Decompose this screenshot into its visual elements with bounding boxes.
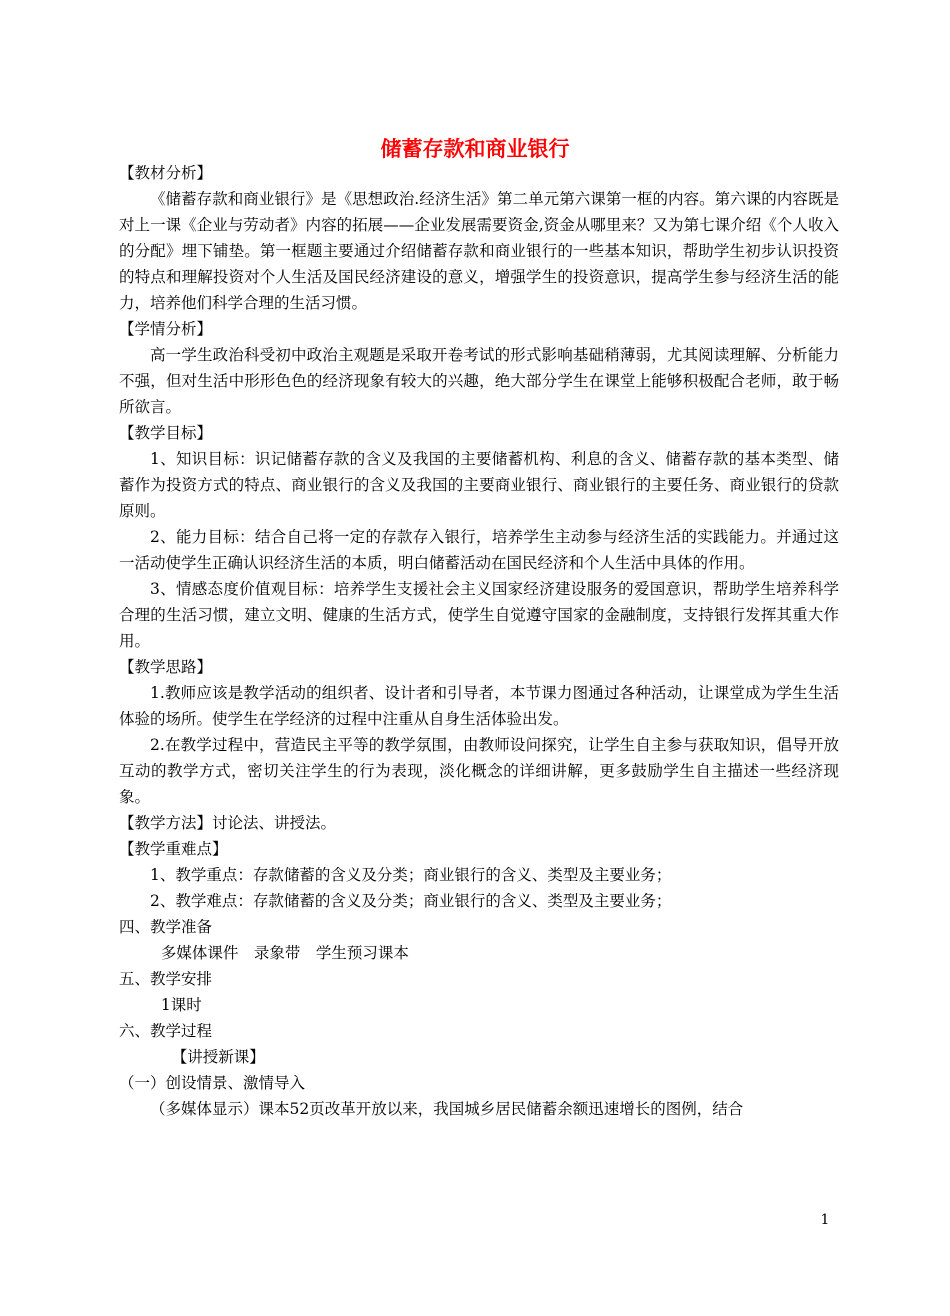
document-body <box>119 160 839 1122</box>
paragraph-schedule: 1课时 <box>160 996 202 1014</box>
section-heading-teaching-methods: 【教学方法】讨论法、讲授法。 <box>119 814 337 832</box>
paragraph-approach-1: 1.教师应该是教学活动的组织者、设计者和引导者，本节课力图通过各种活动，让课堂成为学生生活体验的场所。使学生在学经济的过程中注重从自身生活体验出发。 <box>119 684 839 728</box>
section-heading-teaching-approach: 【教学思路】 <box>119 658 213 676</box>
section-heading-preparation: 四、教学准备 <box>119 918 213 936</box>
paragraph-difficult-point: 2、教学难点：存款储蓄的含义及分类；商业银行的含义、类型及主要业务； <box>150 892 672 910</box>
paragraph-approach-2: 2.在教学过程中，营造民主平等的教学氛围，由教师设问探究，让学生自主参与获取知识，倡导开放互动的教学方式，密切关注学生的行为表现，淡化概念的详细讲解，更多鼓励学生自主描述一些经济现象。 <box>119 736 839 806</box>
paragraph-preparation-items: 多媒体课件 录象带 学生预习课本 <box>160 944 409 962</box>
paragraph-attitude-goal: 3、情感态度价值观目标：培养学生支援社会主义国家经济建设服务的爱国意识，帮助学生培养科学合理的生活习惯，建立文明、健康的生活方式，使学生自觉遵守国家的金融制度，支持银行发挥其重大作用。 <box>119 580 839 650</box>
paragraph-key-point: 1、教学重点：存款储蓄的含义及分类；商业银行的含义、类型及主要业务； <box>150 866 672 884</box>
page-number: 1 <box>820 1212 830 1228</box>
document-title: 储蓄存款和商业银行 <box>380 137 570 161</box>
paragraph-student-analysis: 高一学生政治科受初中政治主观题是采取开卷考试的形式影响基础稍薄弱，尤其阅读理解、分析能力不强，但对生活中形形色色的经济现象有较大的兴趣，绝大部分学生在课堂上能够积极配合老师，敢于畅所欲言。 <box>119 346 839 416</box>
section-heading-schedule: 五、教学安排 <box>119 970 213 988</box>
section-heading-teaching-goals: 【教学目标】 <box>119 424 213 442</box>
paragraph-ability-goal: 2、能力目标：结合自己将一定的存款存入银行，培养学生主动参与经济生活的实践能力。并通过这一活动使学生正确认识经济生活的本质，明白储蓄活动在国民经济和个人生活中具体的作用。 <box>119 528 839 572</box>
subheading-introduction: （一）创设情景、激情导入 <box>119 1074 306 1092</box>
paragraph-introduction: （多媒体显示）课本52页改革开放以来，我国城乡居民储蓄余额迅速增长的图例，结合 <box>150 1100 744 1118</box>
subheading-new-lesson: 【讲授新课】 <box>171 1048 265 1066</box>
section-heading-key-points: 【教学重难点】 <box>119 840 228 858</box>
section-heading-student-analysis: 【学情分析】 <box>119 320 213 338</box>
paragraph-knowledge-goal: 1、知识目标：识记储蓄存款的含义及我国的主要储蓄机构、利息的含义、储蓄存款的基本类型、储蓄作为投资方式的特点、商业银行的含义及我国的主要商业银行、商业银行的主要任务、商业银行的贷款原则。 <box>119 450 839 520</box>
paragraph-textbook-analysis: 《储蓄存款和商业银行》是《思想政治.经济生活》第二单元第六课第一框的内容。第六课的内容既是对上一课《企业与劳动者》内容的拓展——企业发展需要资金,资金从哪里来？又为第七课介绍《个人收入的分配》埋下铺垫。第一框题主要通过介绍储蓄存款和商业银行的一些基本知识，帮助学生初步认识投资的特点和理解投资对个人生活及国民经济建设的意义，增强学生的投资意识，提高学生参与经济生活的能力，培养他们科学合理的生活习惯。 <box>119 190 839 312</box>
section-heading-textbook-analysis: 【教材分析】 <box>119 164 213 182</box>
section-heading-process: 六、教学过程 <box>119 1022 213 1040</box>
